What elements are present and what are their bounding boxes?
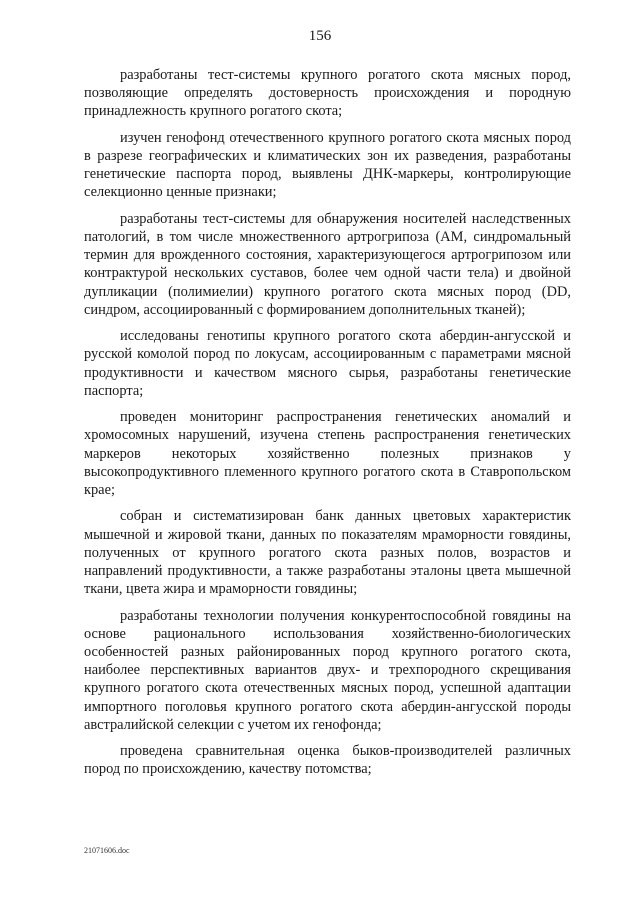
paragraph: разработаны тест-системы крупного рогатого скота мясных пород, позволяющие определять достоверность происхождения и породную принадлежность крупного рогатого скота; <box>84 67 571 120</box>
paragraph: исследованы генотипы крупного рогатого скота абердин-ангусской и русской комолой пород по локусам, ассоциированным с параметрами мясной продуктивности и качеством мясного сырья, разработаны генетические паспорта; <box>84 328 571 399</box>
document-file-code: 21071606.doc <box>84 846 130 855</box>
paragraph: изучен генофонд отечественного крупного рогатого скота мясных пород в разрезе географических и климатических зон их разведения, разработаны генетические паспорта пород, выявлены ДНК-маркеры, контролирующие селекционно ценные признаки; <box>84 129 571 201</box>
paragraph: проведена сравнительная оценка быков-производителей различных пород по происхождению, качеству потомства; <box>84 743 571 778</box>
paragraph: проведен мониторинг распространения генетических аномалий и хромосомных нарушений, изучена степень распространения генетических маркеров некоторых хозяйственно полезных признаков у высокопродуктивного племенного крупного рогатого скота в Ставропольском крае; <box>84 409 571 499</box>
paragraph: разработаны тест-системы для обнаружения носителей наследственных патологий, в том числе множественного артрогрипоза (АМ, синдромальный термин для врожденного состояния, характеризующегося артрогрипозом или контрактурой нескольких суставов, более чем одной части тела) и двойной дупликации (полимиелии) крупного рогатого скота мясных пород (DD, синдром, ассоциированный с формированием дополнительных тканей); <box>84 210 571 318</box>
body-text <box>84 66 571 779</box>
paragraph: собран и систематизирован банк данных цветовых характеристик мышечной и жировой ткани, данных по показателям мраморности говядины, полученных от крупного рогатого скота разных полов, возрастов и направлений продуктивности, а также разработаны эталоны цвета мышечной ткани, цвета жира и мраморности говядины; <box>84 508 571 598</box>
paragraph: разработаны технологии получения конкурентоспособной говядины на основе рационального использования хозяйственно-биологических особенностей разных районированных пород крупного рогатого скота, наиболее перспективных вариантов двух- и трехпородного скрещивания крупного рогатого скота отечественных мясных пород, успешной адаптации импортного поголовья крупного рогатого скота абердин-ангусской породы австралийской селекции с учетом их генофонда; <box>84 607 571 733</box>
page-number: 156 <box>308 28 332 44</box>
